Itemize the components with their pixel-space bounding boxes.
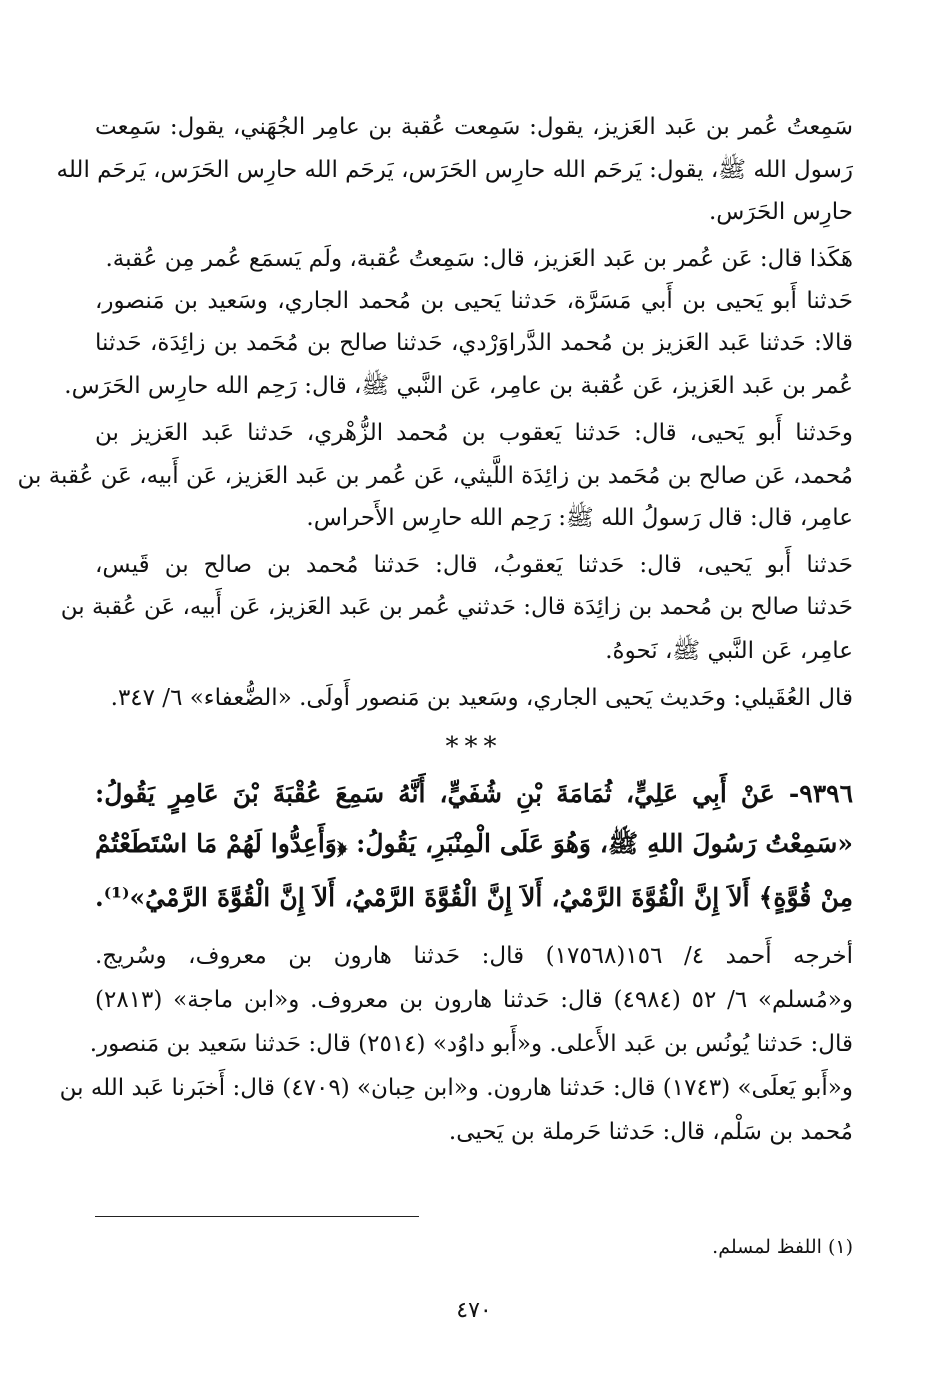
takhrij-line: و«مُسلم» ٦/ ٥٢ (٤٩٨٤) قال: حَدثنا هارون بن معروف. و«ابن ماجة» (٢٨١٣) [95,987,853,1013]
takhrij-line: و«أَبو يَعلَى» (١٧٤٣) قال: حَدثنا هارون. و«ابن حِبان» (٤٧٠٩) قال: أَخبَرنا عَبد الله بن [59,1075,853,1101]
paragraph-5-line: عامِر، عَن النَّبي ﷺ، نَحوهُ. [605,638,853,664]
paragraph-5-line: حَدثنا صالح بن مُحمد بن زائِدَة قال: حَدثني عُمر بن عَبد العَزيز، عَن أَبيه، عَن عُقبة بن [60,594,853,620]
footnote-separator [95,1216,419,1217]
footnote: (١) اللفظ لمسلم. [712,1236,853,1258]
paragraph-1-line: سَمِعتُ عُمر بن عَبد العَزيز، يقول: سَمِعت عُقبة بن عامِر الجُهَني، يقول: سَمِعت [95,114,853,140]
paragraph-1-line: رَسول الله ﷺ، يقول: يَرحَم الله حارِس الحَرَس، يَرحَم الله حارِس الحَرَس، يَرحَم الله [56,157,853,183]
takhrij-line: أخرجه أَحمد ٤/ ١٥٦(١٧٥٦٨) قال: حَدثنا هارون بن معروف، وسُريج. [95,943,854,969]
separator-stars: *** [445,732,503,762]
paragraph-6-line: قال العُقَيلي: وحَديث يَحيى الجاري، وسَعيد بن مَنصور أَولَى. «الضُّعفاء» ٦/ ٣٤٧. [110,685,853,711]
paragraph-2-line: هَكَذا قال: عَن عُمر بن عَبد العَزيز، قال: سَمِعتُ عُقبة، ولَم يَسمَع عُمر مِن عُقبة. [105,246,853,272]
hadith-line: «سَمِعْتُ رَسُولَ اللهِ ﷺ، وَهُوَ عَلَى الْمِنْبَرِ، يَقُولُ: ﴿وَأَعِدُّوا لَهُمْ مَا اسْتَطَعْتُمْ [95,829,853,858]
takhrij-line: قال: حَدثنا يُونُس بن عَبد الأَعلى. و«أَبو داوُد» (٢٥١٤) قال: حَدثنا سَعيد بن مَنصور. [89,1031,853,1057]
paragraph-4-line: وحَدثنا أَبو يَحيى، قال: حَدثنا يَعقوب بن مُحمد الزُّهْري، حَدثنا عَبد العَزيز بن [95,420,853,446]
paragraph-3-line: عُمر بن عَبد العَزيز، عَن عُقبة بن عامِر، عَن النَّبي ﷺ، قال: رَحِم الله حارِس الحَرَس. [64,373,853,399]
paragraph-3-line: قالا: حَدثنا عَبد العَزيز بن مُحمد الدَّراوَرْدي، حَدثنا صالح بن مُحَمد بن زائِدَة، حَدثنا [95,330,853,356]
paragraph-4-line: عامِر، قال: قال رَسولُ الله ﷺ: رَحِم الله حارِس الأَحراس. [306,505,853,531]
hadith-line: مِنْ قُوَّةٍ﴾ أَلاَ إِنَّ الْقُوَّةَ الرَّمْيُ، أَلاَ إِنَّ الْقُوَّةَ الرَّمْيُ، أَلاَ إِنَّ الْقُوَّةَ الرَّمْيُ»⁽¹⁾. [95,883,853,912]
page-number: ٤٧٠ [456,1298,492,1323]
paragraph-4-line: مُحمد، عَن صالح بن مُحَمد بن زائِدَة اللَّيثي، عَن عُمر بن عَبد العَزيز، عَن أَبيه، عَن عُقبة بن [17,463,853,489]
hadith-line: ٩٣٩٦- عَنْ أَبِي عَلِيٍّ، ثُمَامَةَ بْنِ شُفَيٍّ، أَنَّهُ سَمِعَ عُقْبَةَ بْنَ عَامِرٍ يَقُولُ: [95,779,853,808]
paragraph-5-line: حَدثنا أَبو يَحيى، قال: حَدثنا يَعقوبُ، قال: حَدثنا مُحمد بن صالح بن قَيس، [95,552,853,578]
paragraph-3-line: حَدثنا أَبو يَحيى بن أَبي مَسَرَّة، حَدثنا يَحيى بن مُحمد الجاري، وسَعيد بن مَنصور، [95,288,853,314]
takhrij-line: مُحمد بن سَلْم، قال: حَدثنا حَرملة بن يَحيى. [448,1119,853,1145]
paragraph-1-line: حارِس الحَرَس. [708,199,853,225]
